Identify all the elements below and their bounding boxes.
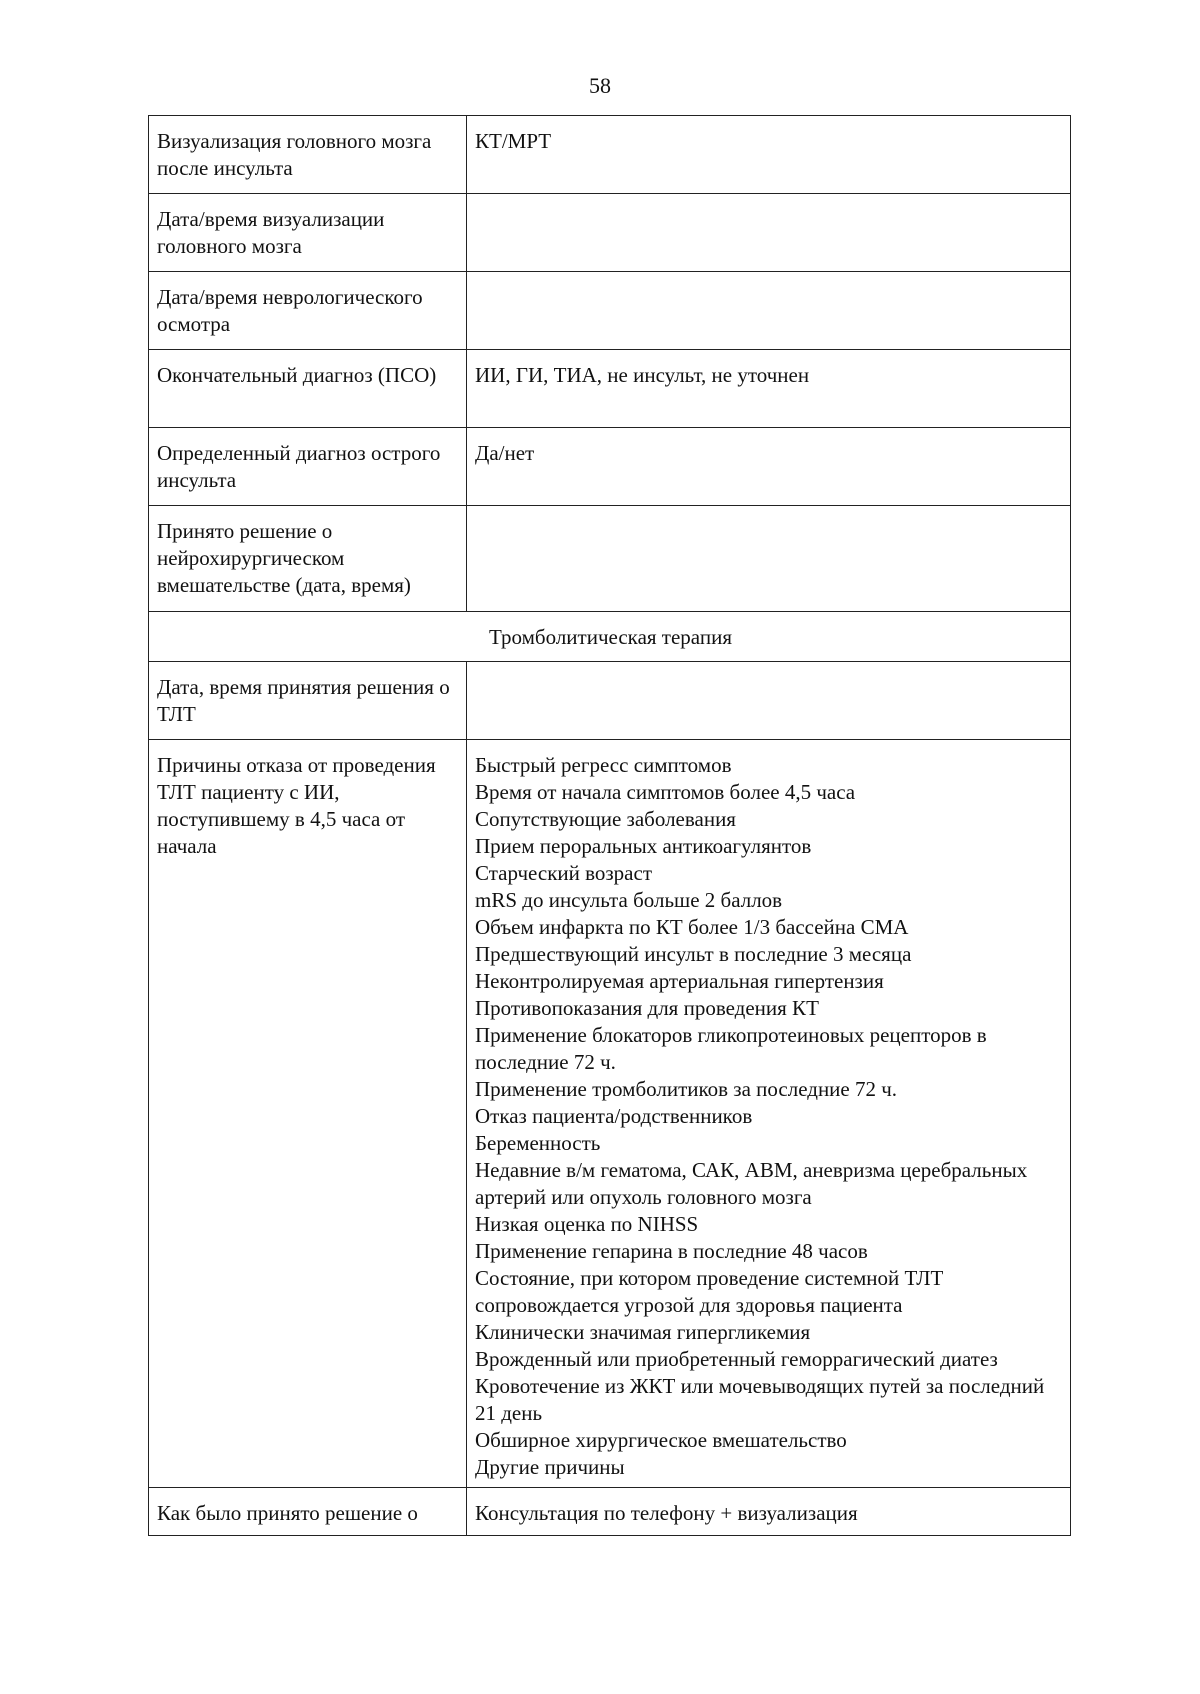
section-title: Тромболитическая терапия: [149, 612, 1071, 662]
row-label: Визуализация головного мозга после инсульта: [149, 116, 467, 194]
table-row: [149, 506, 1071, 612]
table-row: [149, 350, 1071, 428]
row-label: Причины отказа от проведения ТЛТ пациенту с ИИ, поступившему в 4,5 часа от начала: [149, 740, 467, 1488]
row-value: [467, 506, 1071, 612]
refusal-reasons-list: [467, 740, 1071, 1488]
row-value: ИИ, ГИ, ТИА, не инсульт, не уточнен: [467, 350, 1071, 428]
row-label: Определенный диагноз острого инсульта: [149, 428, 467, 506]
list-item: Время от начала симптомов более 4,5 часа: [475, 780, 856, 804]
row-label: Дата, время принятия решения о ТЛТ: [149, 662, 467, 740]
list-item: Сопутствующие заболевания: [475, 807, 736, 831]
list-item: Врожденный или приобретенный геморрагический диатез: [475, 1347, 998, 1371]
stroke-form-table: [148, 115, 1071, 1536]
row-label: Окончательный диагноз (ПСО): [149, 350, 467, 428]
list-item: Объем инфаркта по КТ более 1/3 бассейна СМА: [475, 915, 909, 939]
row-value: [467, 194, 1071, 272]
row-value: КТ/МРТ: [467, 116, 1071, 194]
list-item: Применение блокаторов гликопротеиновых рецепторов в последние 72 ч.: [475, 1023, 987, 1074]
list-item: Недавние в/м гематома, САК, АВМ, аневризма церебральных артерий или опухоль головного мозга: [475, 1158, 1028, 1209]
row-value: [467, 662, 1071, 740]
list-item: Неконтролируемая артериальная гипертензия: [475, 969, 884, 993]
row-label: Дата/время визуализации головного мозга: [149, 194, 467, 272]
list-item: Низкая оценка по NIHSS: [475, 1212, 699, 1236]
row-value: [467, 272, 1071, 350]
list-item: Быстрый регресс симптомов: [475, 753, 732, 777]
list-item: mRS до инсульта больше 2 баллов: [475, 888, 783, 912]
list-item: Применение тромболитиков за последние 72 ч.: [475, 1077, 898, 1101]
list-item: Клинически значимая гипергликемия: [475, 1320, 811, 1344]
table-row: [149, 740, 1071, 1488]
list-item: Предшествующий инсульт в последние 3 месяца: [475, 942, 912, 966]
list-item: Применение гепарина в последние 48 часов: [475, 1239, 868, 1263]
list-item: Кровотечение из ЖКТ или мочевыводящих путей за последний 21 день: [475, 1374, 1045, 1425]
list-item: Беременность: [475, 1131, 601, 1155]
table-row: [149, 1488, 1071, 1536]
table-row: [149, 272, 1071, 350]
table-row: [149, 194, 1071, 272]
row-value: Консультация по телефону + визуализация: [467, 1488, 1071, 1536]
row-label: Дата/время неврологического осмотра: [149, 272, 467, 350]
list-item: Состояние, при котором проведение системной ТЛТ сопровождается угрозой для здоровья пациента: [475, 1266, 944, 1317]
list-item: Старческий возраст: [475, 861, 653, 885]
table-row: [149, 662, 1071, 740]
row-value: Да/нет: [467, 428, 1071, 506]
list-item: Отказ пациента/родственников: [475, 1104, 753, 1128]
list-item: Обширное хирургическое вмешательство: [475, 1428, 847, 1452]
page-number: 58: [589, 73, 611, 98]
list-item: Противопоказания для проведения КТ: [475, 996, 819, 1020]
table-row: [149, 116, 1071, 194]
table-row: [149, 428, 1071, 506]
list-item: Прием пероральных антикоагулянтов: [475, 834, 812, 858]
list-item: Другие причины: [475, 1455, 625, 1479]
row-label: Принято решение о нейрохирургическом вмешательстве (дата, время): [149, 506, 467, 612]
row-label: Как было принято решение о: [149, 1488, 467, 1536]
section-row: [149, 612, 1071, 662]
